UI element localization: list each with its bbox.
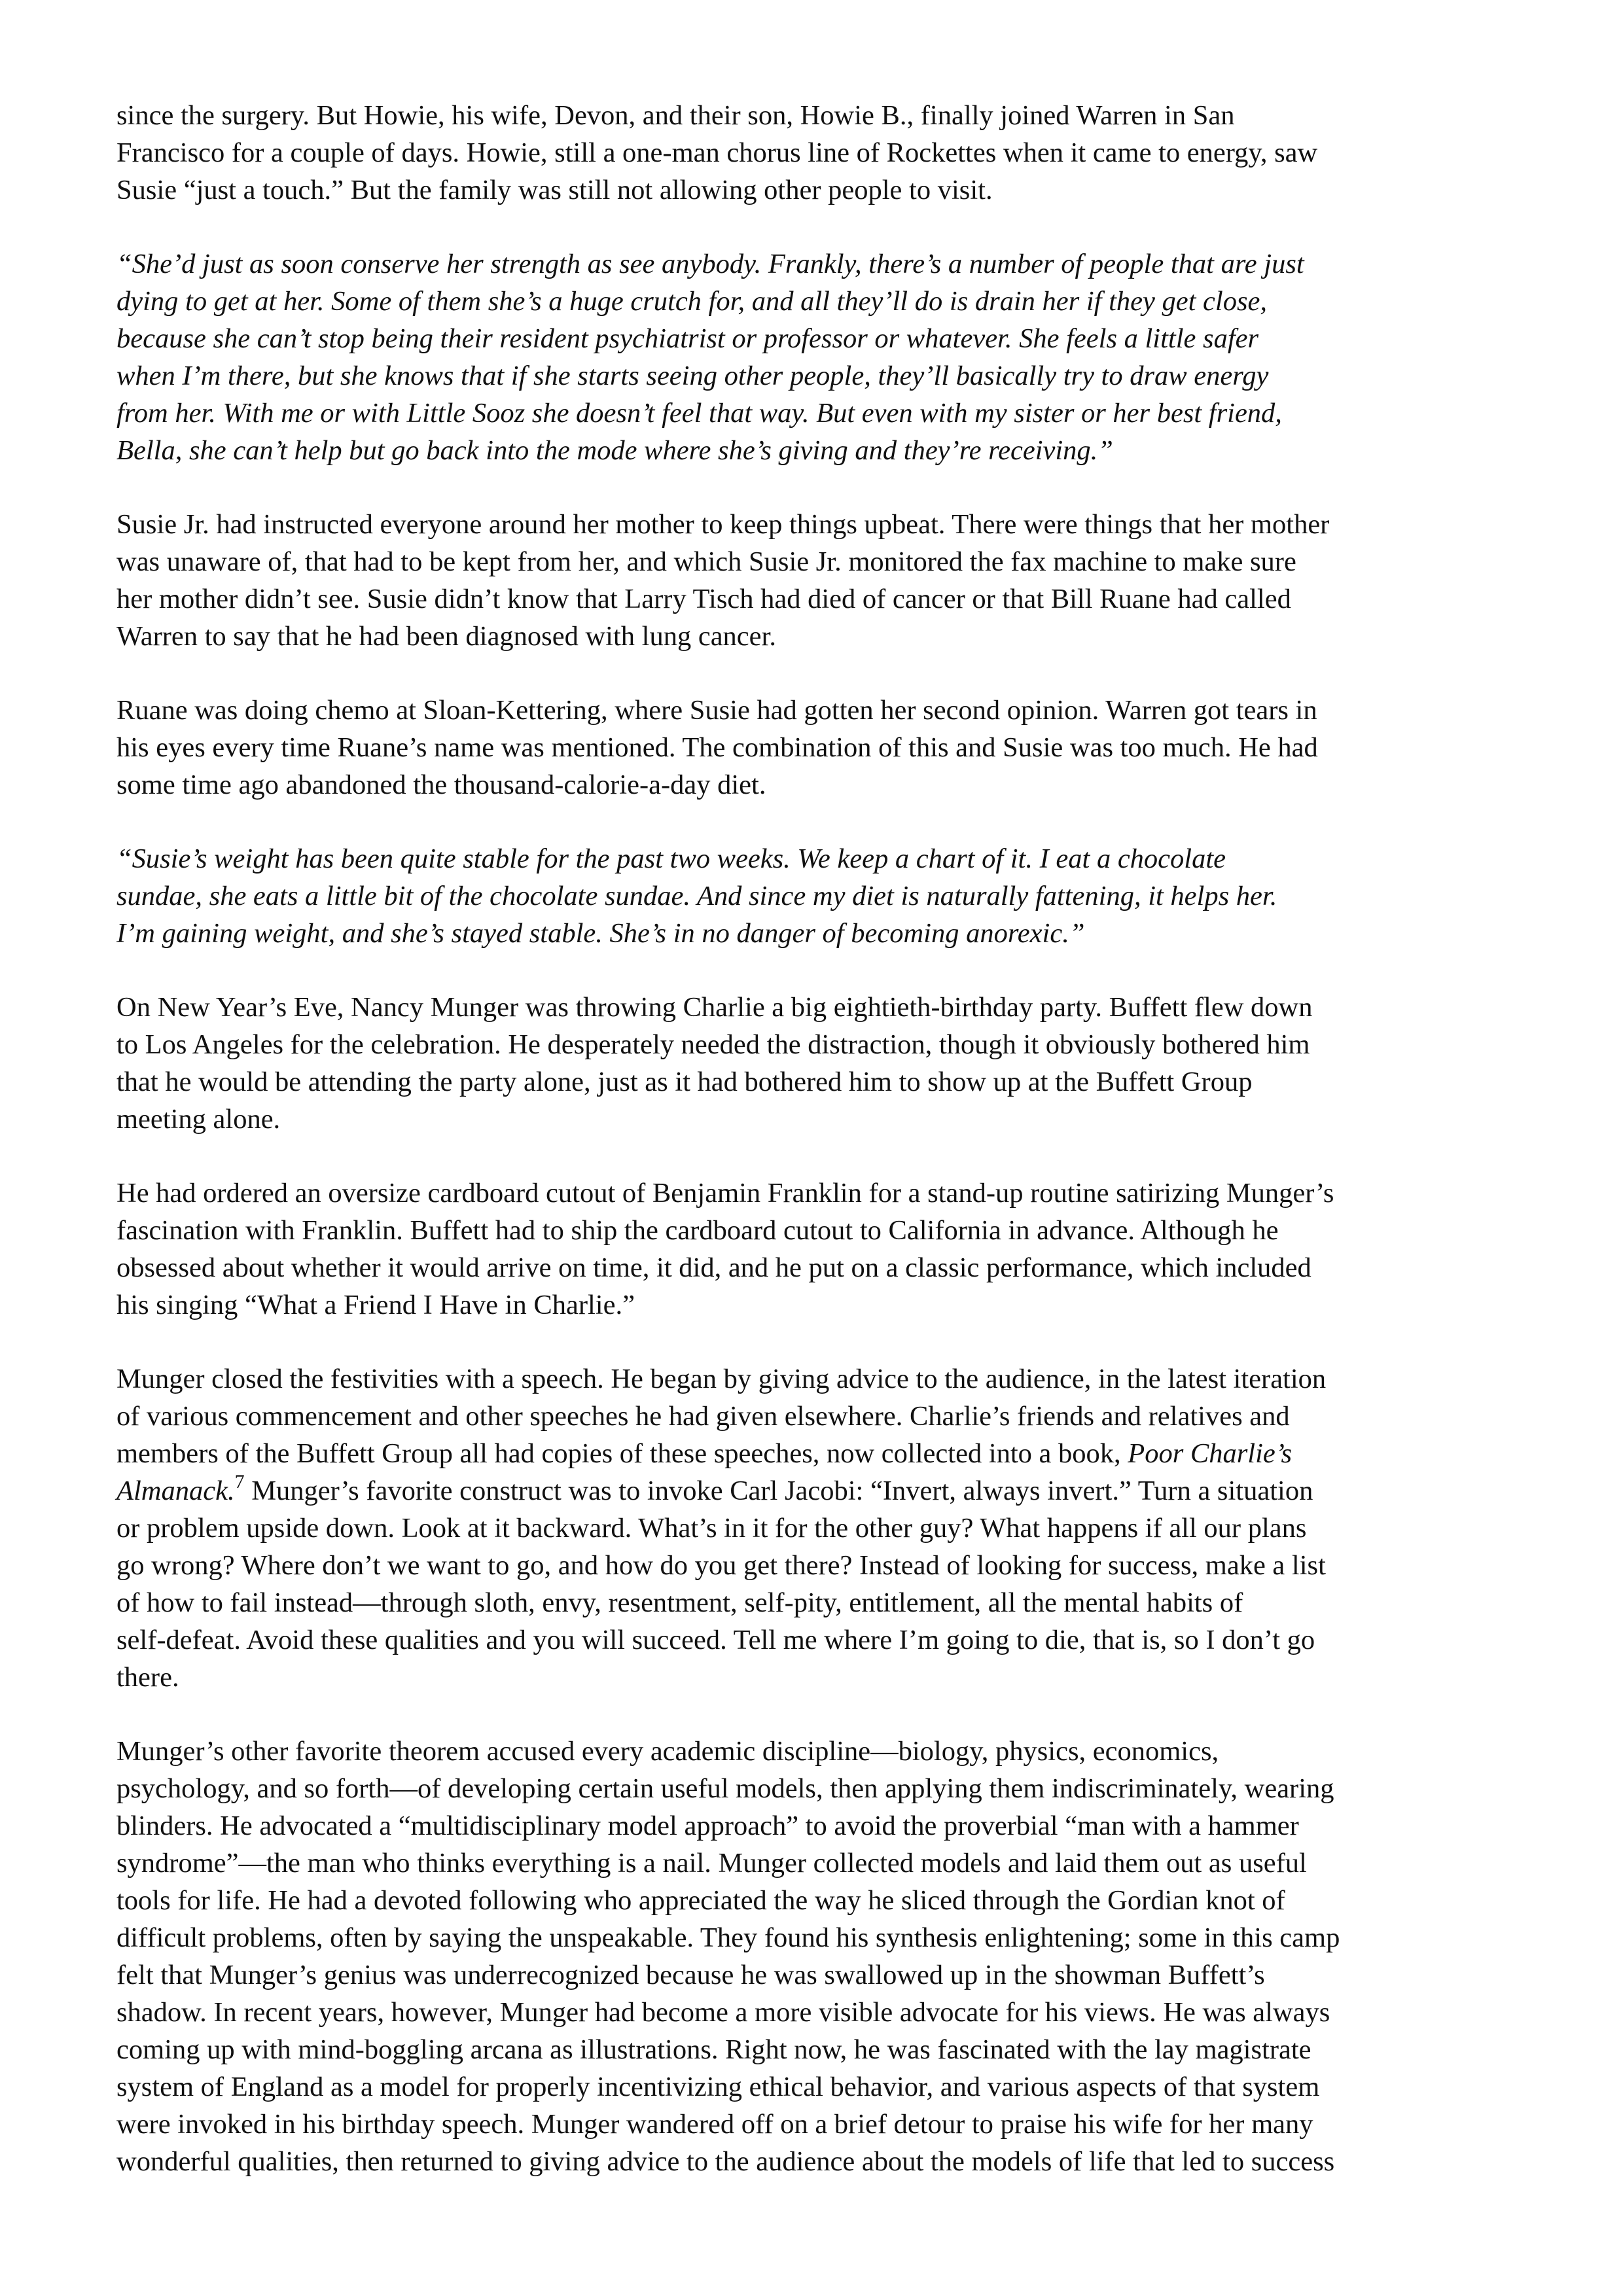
footnote-marker[interactable]: 7 bbox=[234, 1471, 245, 1492]
paragraph-3: Susie Jr. had instructed everyone around her mother to keep things upbeat. There were things that her mother was unaware of, that had to be kept from her, and which Susie Jr. monitored the fax machine to make sure her mother didn’t see. Susie didn’t know that Larry Tisch had died of cancer or that Bill Ruane had called Warren to say that he had been diagnosed with lung cancer. bbox=[116, 509, 1330, 652]
paragraph-8-text-before: Munger closed the festivities with a speech. He began by giving advice to the audience, in the latest iteration of various commencement and other speeches he had given elsewhere. Charlie’s friends and relatives and members of the Buffett Group all had copies of these speeches, now collected into a book, bbox=[116, 1364, 1327, 1469]
document-page bbox=[116, 97, 1543, 2180]
paragraph-8-text-after: Munger’s favorite construct was to invoke Carl Jacobi: “Invert, always invert.” Turn a situation or problem upside down. Look at it backward. What’s in it for the other guy? What happens if all our plans go wrong? Where don’t we want to go, and how do you get there? Instead of looking for success, make a list of how to fail instead—through sloth, envy, resentment, self-pity, entitlement, all the mental habits of self-defeat. Avoid these qualities and you will succeed. Tell me where I’m going to die, that is, so I don’t go there. bbox=[116, 1475, 1326, 1693]
quote-paragraph-2: “She’d just as soon conserve her strength as see anybody. Frankly, there’s a number of people that are just dying to get at her. Some of them she’s a huge crutch for, and all they’ll do is drain her if they get close, because she can’t stop being their resident psychiatrist or professor or whatever. She feels a little safer when I’m there, but she knows that if she starts seeing other people, they’ll basically try to draw energy from her. With me or with Little Sooz she doesn’t feel that way. But even with my sister or her best friend, Bella, she can’t help but go back into the mode where she’s giving and they’re receiving.” bbox=[116, 249, 1304, 466]
paragraph-1: since the surgery. But Howie, his wife, Devon, and their son, Howie B., finally joined Warren in San Francisco for a couple of days. Howie, still a one-man chorus line of Rockettes when it came to energy, saw Susie “just a touch.” But the family was still not allowing other people to visit. bbox=[116, 100, 1318, 205]
quote-paragraph-5: “Susie’s weight has been quite stable for the past two weeks. We keep a chart of it. I eat a chocolate sundae, she eats a little bit of the chocolate sundae. And since my diet is naturally fattening, it helps her. I’m gaining weight, and she’s stayed stable. She’s in no danger of becoming anorexic.” bbox=[116, 843, 1277, 949]
book-title: Poor Charlie’s Almanack. bbox=[116, 1438, 1293, 1506]
paragraph-7: He had ordered an oversize cardboard cutout of Benjamin Franklin for a stand-up routine satirizing Munger’s fascination with Franklin. Buffett had to ship the cardboard cutout to California in advance. Although he obsessed about whether it would arrive on time, it did, and he put on a classic performance, which included his singing “What a Friend I Have in Charlie.” bbox=[116, 1178, 1334, 1320]
paragraph-8 bbox=[116, 1360, 1543, 1696]
paragraph-9: Munger’s other favorite theorem accused every academic discipline—biology, physics, economics, psychology, and so forth—of developing certain useful models, then applying them indiscriminately, wearing blinders. He advocated a “multidisciplinary model approach” to avoid the proverbial “man with a hammer syndrome”—the man who thinks everything is a nail. Munger collected models and laid them out as useful tools for life. He had a devoted following who appreciated the way he sliced through the Gordian knot of difficult problems, often by saying the unspeakable. They found his synthesis enlightening; some in this camp felt that Munger’s genius was underrecognized because he was swallowed up in the showman Buffett’s shadow. In recent years, however, Munger had become a more visible advocate for his views. He was always coming up with mind-boggling arcana as illustrations. Right now, he was fascinated with the lay magistrate system of England as a model for properly incentivizing ethical behavior, and various aspects of that system were invoked in his birthday speech. Munger wandered off on a brief detour to praise his wife for her many wonderful qualities, then returned to giving advice to the audience about the models of life that led to success bbox=[116, 1736, 1340, 2177]
paragraph-4: Ruane was doing chemo at Sloan-Kettering, where Susie had gotten her second opinion. Warren got tears in his eyes every time Ruane’s name was mentioned. The combination of this and Susie was too much. He had some time ago abandoned the thousand-calorie-a-day diet. bbox=[116, 695, 1318, 800]
paragraph-6: On New Year’s Eve, Nancy Munger was throwing Charlie a big eightieth-birthday party. Buffett flew down to Los Angeles for the celebration. He desperately needed the distraction, though it obviously bothered him that he would be attending the party alone, just as it had bothered him to show up at the Buffett Group meeting alone. bbox=[116, 992, 1313, 1135]
